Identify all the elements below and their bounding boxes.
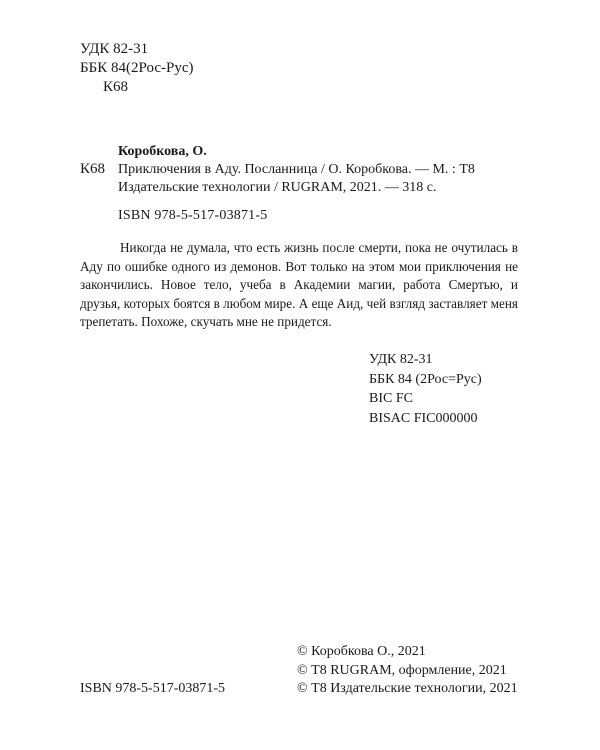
copyright-design: © Т8 RUGRAM, оформление, 2021	[297, 662, 507, 678]
annotation-paragraph: Никогда не думала, что есть жизнь после смерти, пока не очутилась в Аду по ошибке одного из демонов. Вот только на этом мои приключения не закончились. Новое тело, учеба в Академии магии, работа Смертью, и друзья, которых боятся в любом мире. А еще Аид, чей взгляд заставляет меня трепетать. Похоже, скучать мне не придется.	[80, 240, 518, 330]
classification-block	[369, 350, 482, 428]
bisac-classification: BISAC FIC000000	[369, 410, 478, 426]
udk-classification: УДК 82-31	[369, 352, 433, 367]
top-codes	[80, 40, 193, 97]
copyright-publisher: © Т8 Издательские технологии, 2021	[297, 681, 518, 696]
author-heading: Коробкова, О.	[118, 144, 207, 159]
bbk-code: ББК 84(2Рос-Рус)	[80, 60, 194, 76]
author-mark: К68	[103, 79, 129, 95]
copyright-block	[297, 643, 518, 699]
bic-classification: BIC FC	[369, 391, 413, 406]
bbk-classification: ББК 84 (2Рос=Рус)	[369, 371, 482, 387]
entry-author-mark: К68	[80, 161, 106, 177]
copyright-author: © Коробкова О., 2021	[297, 644, 426, 659]
udk-code: УДК 82-31	[80, 41, 149, 57]
title-line-2: Издательские технологии / RUGRAM, 2021. — 318 с.	[118, 180, 437, 195]
footer-isbn: ISBN 978-5-517-03871-5	[80, 681, 226, 696]
title-line-1: Приключения в Аду. Посланница / О. Коробкова. — М. : Т8	[118, 162, 475, 177]
isbn-entry: ISBN 978-5-517-03871-5	[118, 208, 268, 223]
